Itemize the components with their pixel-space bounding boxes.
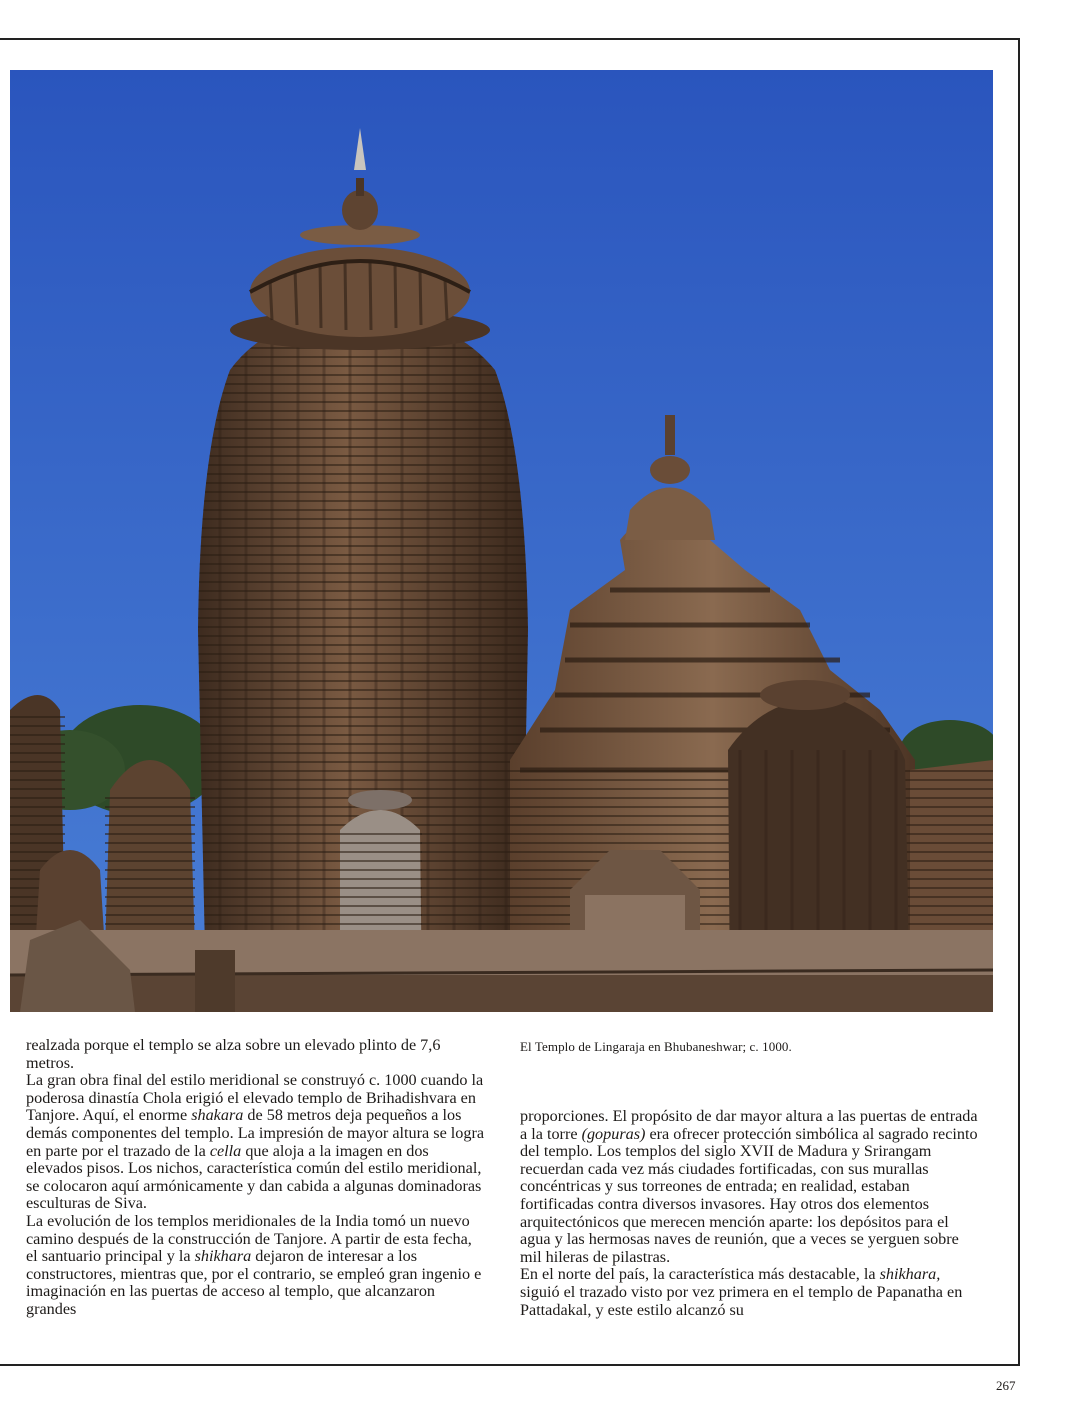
text-run: proporciones. El propósito de dar mayor altura a las puertas de entrada a la torre <box>520 1107 978 1143</box>
lingaraja-temple-illustration <box>10 70 993 1012</box>
text-run: de 58 metros deja pequeños a los demás componentes del templo. La impresión de mayor altura se logra en parte por el trazado de la <box>26 1106 485 1160</box>
page-number: 267 <box>996 1378 1016 1393</box>
italic-term: (gopuras) <box>581 1124 646 1143</box>
text-run: La gran obra final del estilo meridional se construyó c. 1000 cuando la poderosa dinastía Chola erigió el elevado templo de Brihadishvara en Tanjore. Aquí, el enorme <box>26 1071 484 1125</box>
text-run: era ofrecer protección simbólica al sagrado recinto del templo. Los templos del siglo XVII de Madura y Srirangam recuerdan cada vez más ciudades fortificadas, con sus murallas concéntricas y sus torreones de entrada; en realidad, estaban fortificadas contra diversos invasores. Hay otros dos elementos arquitectónicos que merecen mención aparte: los depósitos para el agua y las hermosas naves de reunión, que a veces se yerguen sobre mil hileras de pilastras. <box>520 1124 978 1266</box>
italic-term: cella <box>209 1141 242 1160</box>
italic-term: shakara <box>191 1106 244 1125</box>
text-run: En el norte del país, la característica más destacable, la <box>520 1265 880 1284</box>
right-text-column <box>520 1108 980 1319</box>
paragraph <box>26 1213 486 1319</box>
paragraph <box>26 1072 486 1213</box>
paragraph <box>520 1108 980 1266</box>
paragraph <box>520 1266 980 1319</box>
frame-bottom-rule <box>0 1364 1020 1366</box>
text-run: siguió el trazado visto por vez primera en el templo de Papanatha en Pattadakal, y este estilo alcanzó su <box>520 1282 963 1319</box>
text-run: La evolución de los templos meridionales de la India tomó un nuevo camino después de la construcción de Tanjore. A partir de esta fecha, el santuario principal y la <box>26 1211 472 1266</box>
italic-term: shikhara <box>194 1247 252 1266</box>
photo-caption: El Templo de Lingaraja en Bhubaneshwar; c. 1000. <box>520 1039 792 1054</box>
frame-top-rule <box>0 38 1020 40</box>
left-text-column <box>26 1037 486 1319</box>
paragraph: realzada porque el templo se alza sobre un elevado plinto de 7,6 metros. <box>26 1036 441 1072</box>
text-run: que aloja a la imagen en dos elevados pisos. Los nichos, característica común del estilo meridional, se colocaron aquí armónicamente y dan cabida a algunas dominadoras esculturas de Siva. <box>26 1141 482 1213</box>
compound-wall <box>10 975 993 1012</box>
frame-right-rule <box>1018 38 1020 1366</box>
text-run: dejaron de interesar a los constructores, mientras que, por el contrario, se empleó gran ingenio e imaginación en las puertas de acceso al templo, que alcanzaron grandes <box>26 1247 482 1318</box>
italic-term: shikhara, <box>879 1265 941 1284</box>
far-right-structures <box>910 760 993 930</box>
temple-photograph <box>10 70 993 1012</box>
